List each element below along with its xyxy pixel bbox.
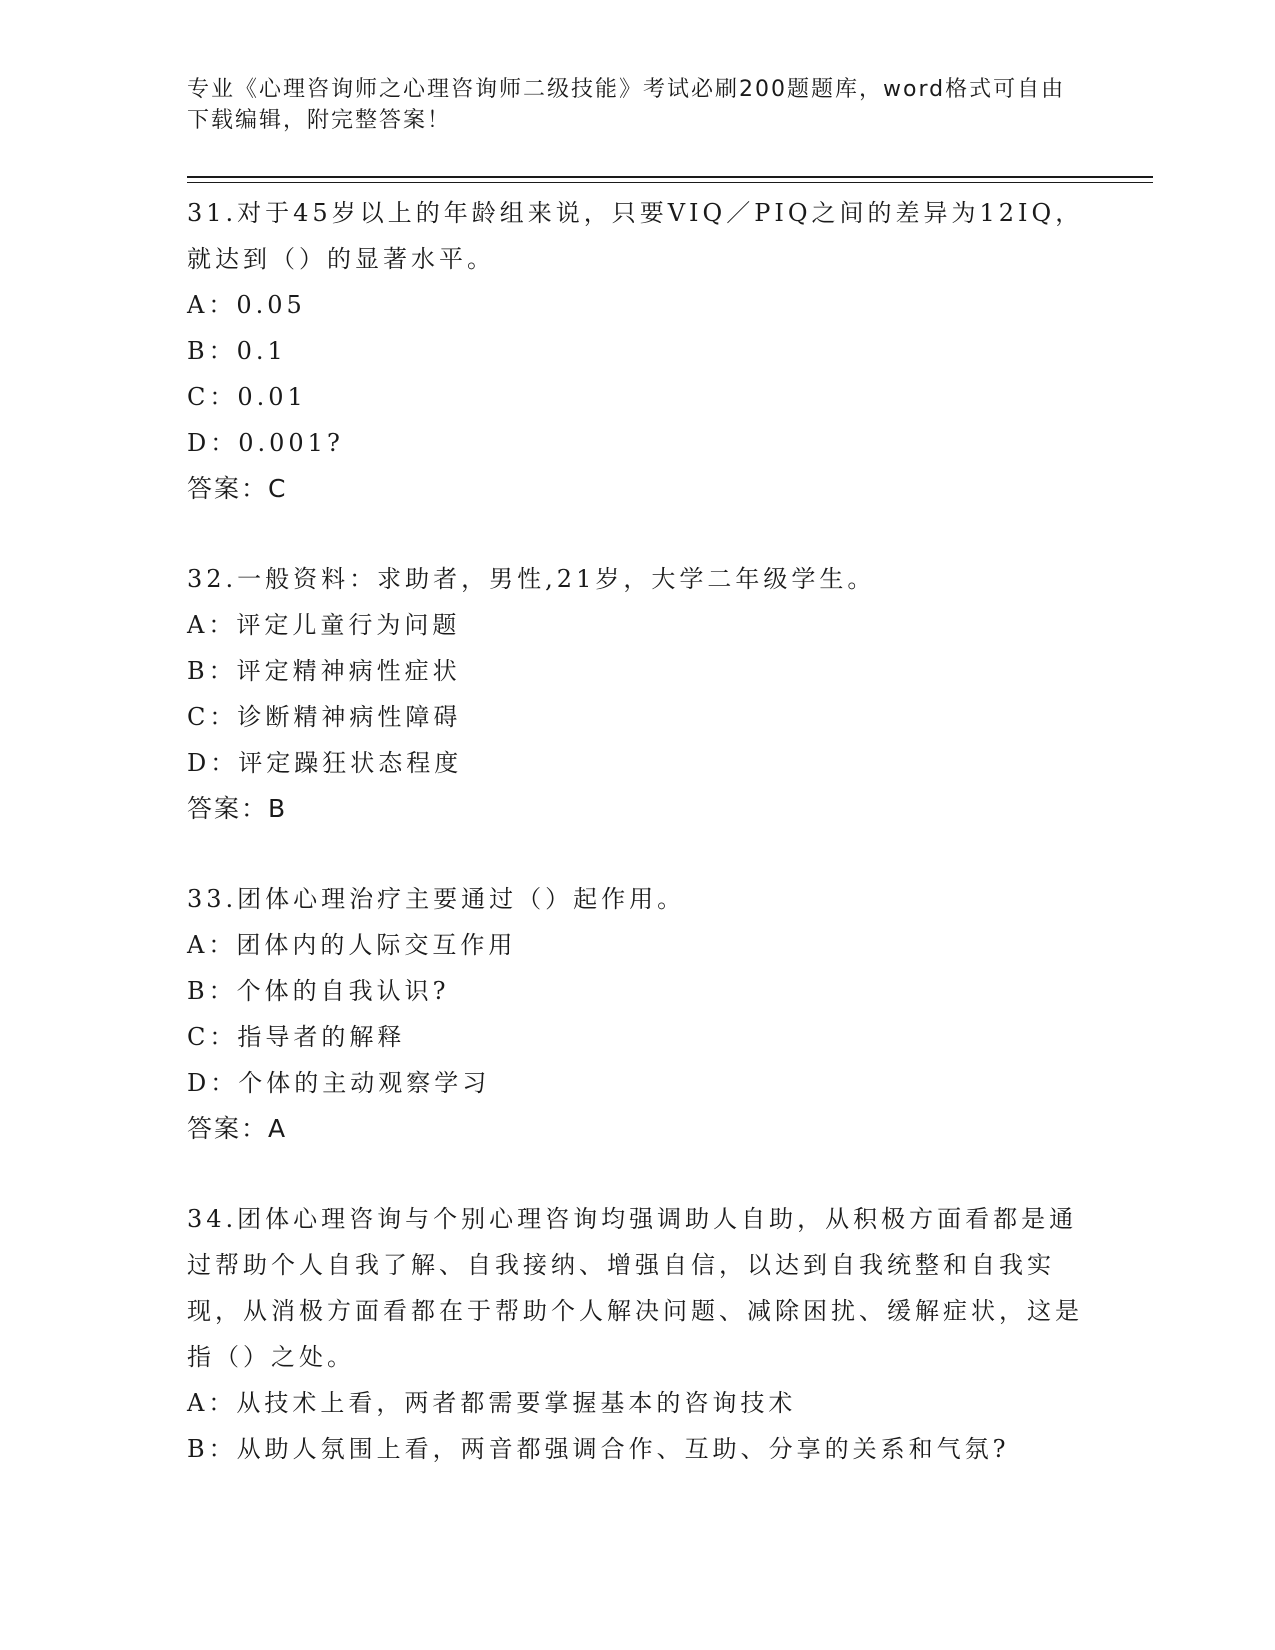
- question-31: [187, 190, 1087, 512]
- answer-label: 答案：: [187, 1114, 269, 1143]
- answer-label: 答案：: [187, 474, 269, 503]
- question-stem: 31.对于45岁以上的年龄组来说，只要VIQ／PIQ之间的差异为12IQ，就达到（）的显著水平。: [187, 199, 1084, 273]
- document-header: 专业《心理咨询师之心理咨询师二级技能》考试必刷200题题库，word格式可自由下载编辑，附完整答案！: [187, 77, 1066, 133]
- option-c: C：指导者的解释: [187, 1023, 406, 1051]
- question-stem: 34.团体心理咨询与个别心理咨询均强调助人自助，从积极方面看都是通过帮助个人自我了解、自我接纳、增强自信，以达到自我统整和自我实现，从消极方面看都在于帮助个人解决问题、减除困扰、缓解症状，这是指（）之处。: [187, 1205, 1083, 1371]
- question-stem: 33.团体心理治疗主要通过（）起作用。: [187, 885, 686, 913]
- answer-value: A: [268, 1114, 288, 1143]
- option-b: B：0.1: [187, 337, 287, 365]
- header-rule-thin: [187, 182, 1153, 183]
- question-34: [187, 1196, 1087, 1472]
- option-a: A：0.05: [187, 291, 306, 319]
- option-b: B：个体的自我认识?: [187, 977, 450, 1005]
- answer-line: [187, 1106, 1087, 1152]
- option-c: C：0.01: [187, 383, 307, 411]
- header-rule-thick: [187, 176, 1153, 178]
- option-b: B：评定精神病性症状: [187, 657, 461, 685]
- answer-line: [187, 466, 1087, 512]
- answer-value: B: [268, 794, 288, 823]
- question-list: [187, 190, 1087, 1516]
- option-a: A：从技术上看，两者都需要掌握基本的咨询技术: [187, 1389, 797, 1417]
- option-d: D：评定躁狂状态程度: [187, 749, 463, 777]
- option-d: D：个体的主动观察学习: [187, 1069, 491, 1097]
- question-32: [187, 556, 1087, 832]
- answer-label: 答案：: [187, 794, 269, 823]
- option-a: A：团体内的人际交互作用: [187, 931, 517, 959]
- answer-line: [187, 786, 1087, 832]
- question-33: [187, 876, 1087, 1152]
- question-stem: 32.一般资料：求助者，男性,21岁，大学二年级学生。: [187, 565, 876, 593]
- option-a: A：评定儿童行为问题: [187, 611, 461, 639]
- answer-value: C: [268, 474, 288, 503]
- option-c: C：诊断精神病性障碍: [187, 703, 462, 731]
- option-b: B：从助人氛围上看，两音都强调合作、互助、分享的关系和气氛?: [187, 1435, 1010, 1463]
- option-d: D：0.001?: [187, 429, 344, 457]
